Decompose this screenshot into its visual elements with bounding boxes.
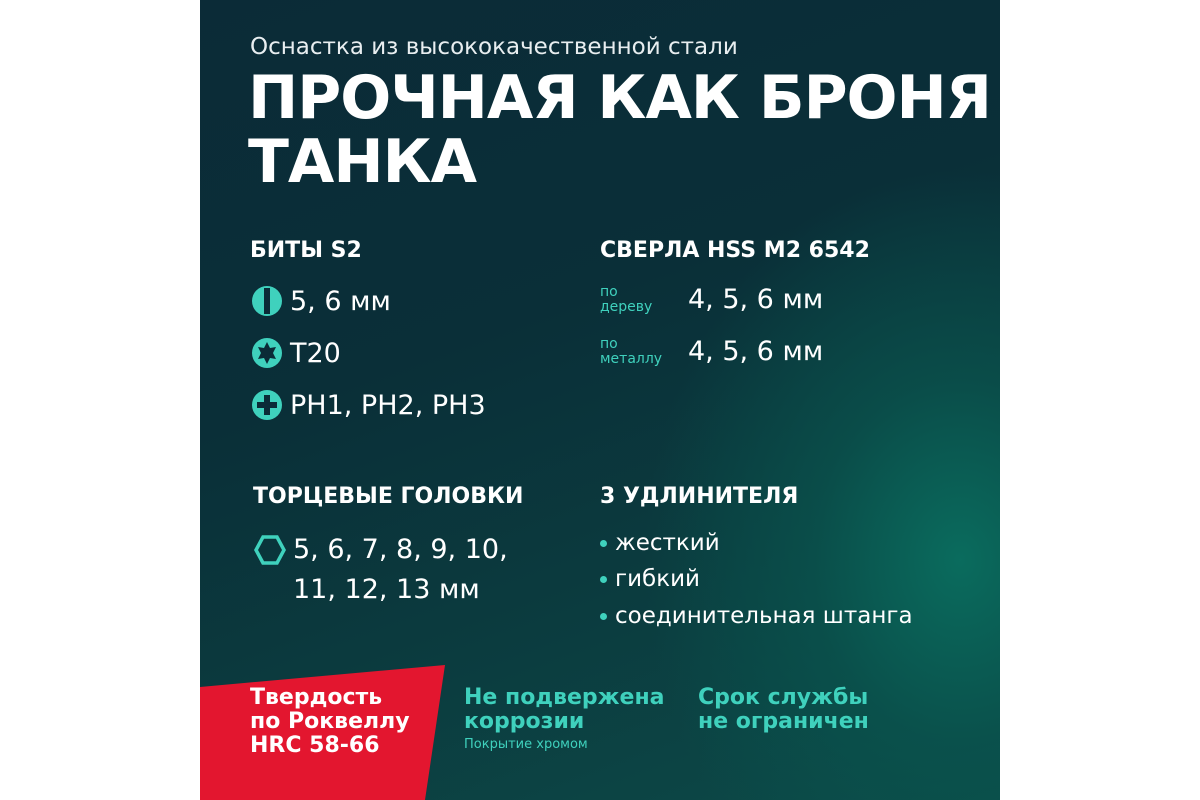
corrosion-feature: Не подвержена коррозии — [464, 685, 665, 734]
poster-subtitle: Оснастка из высококачественной стали — [250, 34, 738, 60]
poster-title-line1: ПРОЧНАЯ КАК БРОНЯ — [248, 63, 991, 133]
drill-item-metal — [600, 336, 823, 367]
sockets-heading: ТОРЦЕВЫЕ ГОЛОВКИ — [253, 484, 524, 509]
drills-heading: СВЕРЛА HSS M2 6542 — [600, 238, 870, 263]
drill-label: по металлу — [600, 335, 663, 367]
bit-value: PH1, PH2, PH3 — [290, 389, 486, 421]
phillips-icon — [250, 388, 284, 422]
drill-label: по дереву — [600, 283, 653, 315]
drill-value: 4, 5, 6 мм — [688, 284, 824, 315]
bit-item-torx — [250, 336, 341, 370]
bits-heading: БИТЫ S2 — [250, 238, 362, 263]
slotted-icon — [250, 284, 284, 318]
hardness-text: Твердость по Роквеллу HRC 58-66 — [250, 685, 410, 758]
bit-item-slotted — [250, 284, 391, 318]
extensions-heading: 3 УДЛИНИТЕЛЯ — [600, 484, 799, 509]
bit-value: T20 — [290, 337, 341, 369]
hexagon-icon — [253, 533, 287, 567]
sockets-sizes-line1: 5, 6, 7, 8, 9, 10, — [293, 534, 508, 565]
bullet-icon — [600, 613, 607, 620]
drill-value: 4, 5, 6 мм — [688, 336, 824, 367]
lifetime-feature: Срок службы не ограничен — [698, 685, 869, 734]
bullet-icon — [600, 540, 607, 547]
poster-title-line2: ТАНКА — [248, 127, 477, 197]
bit-value: 5, 6 мм — [290, 285, 391, 317]
corrosion-subtext: Покрытие хромом — [464, 737, 588, 752]
torx-icon — [250, 336, 284, 370]
extension-item: гибкий — [600, 566, 700, 592]
bit-item-phillips — [250, 388, 486, 422]
sockets-list — [253, 530, 508, 610]
product-poster — [200, 0, 1000, 800]
drill-item-wood — [600, 284, 823, 315]
extension-item: соединительная штанга — [600, 603, 913, 629]
extension-item: жесткий — [600, 530, 720, 556]
bullet-icon — [600, 576, 607, 583]
poster-title — [248, 63, 991, 197]
sockets-sizes-line2: 11, 12, 13 мм — [293, 574, 480, 605]
